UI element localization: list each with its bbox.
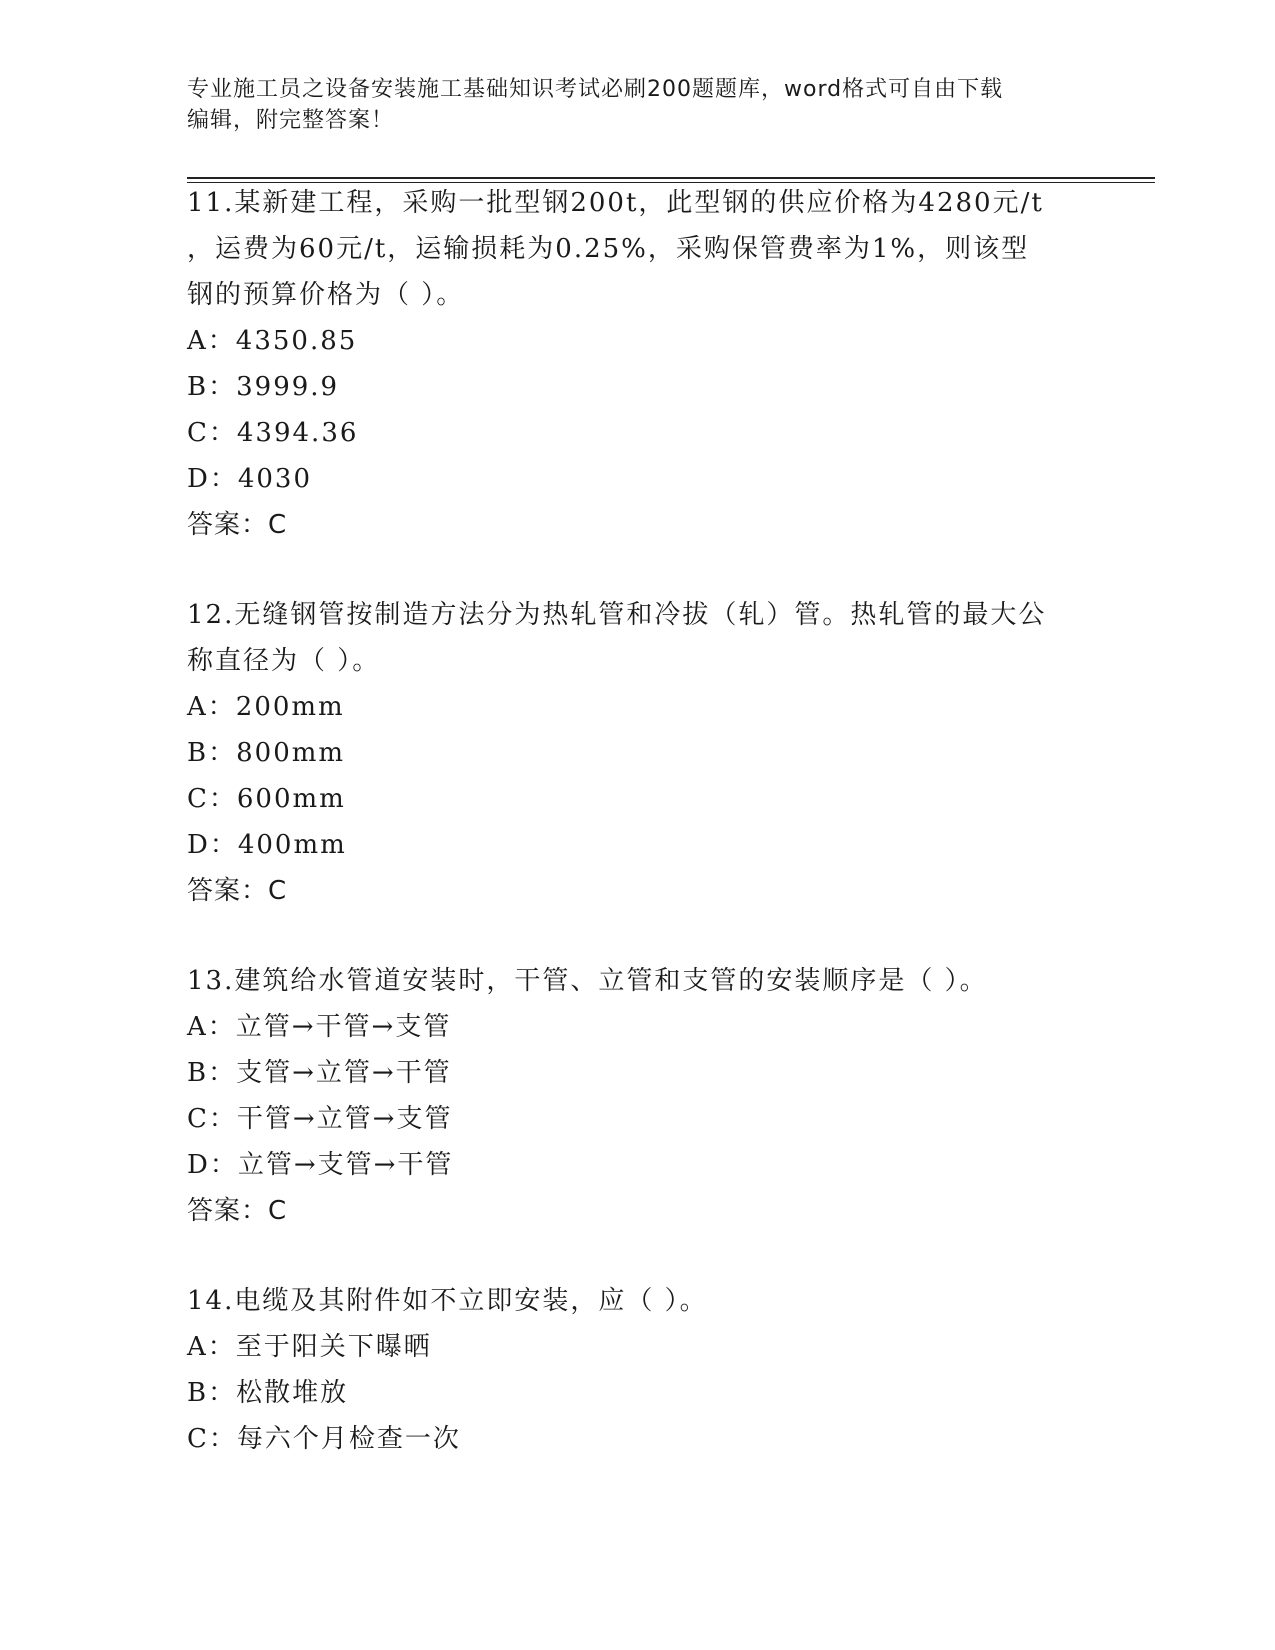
question-stem-line: 称直径为（ ）。 [187, 646, 381, 676]
option-d: D：400mm [187, 830, 347, 860]
question-14 [187, 1278, 708, 1462]
option-c: C：4394.36 [187, 418, 359, 448]
option-a: A：立管→干管→支管 [187, 1012, 452, 1042]
option-d: D：4030 [187, 464, 313, 494]
question-11 [187, 180, 1044, 548]
question-stem-line: 12.无缝钢管按制造方法分为热轧管和冷拔（轧）管。热轧管的最大公 [187, 600, 1047, 630]
option-b: B：3999.9 [187, 372, 340, 402]
question-stem-line: ，运费为60元/t，运输损耗为0.25%，采购保管费率为1%，则该型 [187, 234, 1030, 264]
document-header [187, 74, 1077, 136]
option-a: A：至于阳关下曝晒 [187, 1332, 432, 1362]
question-stem-line: 钢的预算价格为（ ）。 [187, 280, 465, 310]
question-stem-line: 14.电缆及其附件如不立即安装，应（ ）。 [187, 1286, 708, 1316]
question-12 [187, 592, 1046, 914]
header-divider-thick [187, 177, 1155, 179]
header-title-line-2: 编辑，附完整答案！ [187, 108, 395, 133]
question-stem-line: 11.某新建工程，采购一批型钢200t，此型钢的供应价格为4280元/t [187, 188, 1044, 218]
option-a: A：200mm [187, 692, 345, 722]
option-b: B：800mm [187, 738, 346, 768]
answer-line: 答案：C [187, 510, 288, 540]
option-c: C：600mm [187, 784, 346, 814]
answer-line: 答案：C [187, 1196, 288, 1226]
option-a: A：4350.85 [187, 326, 358, 356]
header-title-line-1: 专业施工员之设备安装施工基础知识考试必刷200题题库，word格式可自由下载 [187, 77, 1004, 102]
question-13 [187, 958, 988, 1234]
option-c: C：干管→立管→支管 [187, 1104, 453, 1134]
option-c: C：每六个月检查一次 [187, 1424, 461, 1454]
option-b: B：支管→立管→干管 [187, 1058, 452, 1088]
question-stem-line: 13.建筑给水管道安装时，干管、立管和支管的安装顺序是（ ）。 [187, 966, 988, 996]
answer-line: 答案：C [187, 876, 288, 906]
option-b: B：松散堆放 [187, 1378, 349, 1408]
option-d: D：立管→支管→干管 [187, 1150, 454, 1180]
